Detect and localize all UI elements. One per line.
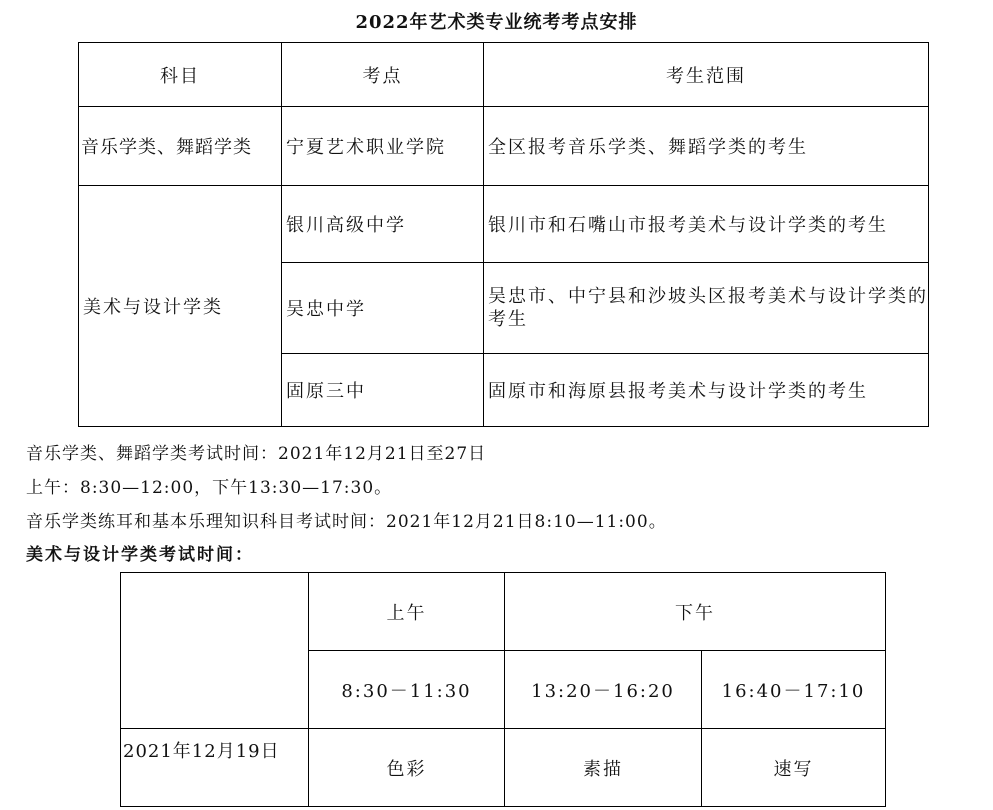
table-row <box>79 186 929 263</box>
afternoon-header: 下午 <box>505 573 886 651</box>
morning-header: 上午 <box>309 573 505 651</box>
table-row <box>79 107 929 186</box>
scope-cell: 吴忠市、中宁县和沙坡头区报考美术与设计学类的考生 <box>484 263 929 354</box>
subject-cell: 美术与设计学类 <box>79 186 282 427</box>
site-cell: 宁夏艺术职业学院 <box>282 107 484 186</box>
music-dance-exam-time: 音乐学类、舞蹈学类考试时间：2021年12月21日至27日 <box>26 444 487 464</box>
exam-subject-cell: 速写 <box>702 729 886 807</box>
header-scope: 考生范围 <box>484 43 929 107</box>
exam-date-cell: 2021年12月19日 <box>121 729 309 807</box>
time-slot-cell: 8:30－11:30 <box>309 651 505 729</box>
blank-corner-cell <box>121 573 309 729</box>
daily-exam-hours: 上午：8:30—12:00，下午13:30—17:30。 <box>26 478 393 498</box>
exam-subject-cell: 素描 <box>505 729 702 807</box>
site-cell: 银川高级中学 <box>282 186 484 263</box>
schedule-header-row <box>121 573 886 651</box>
time-slot-cell: 16:40－17:10 <box>702 651 886 729</box>
exam-subject-row <box>121 729 886 807</box>
time-slot-cell: 13:20－16:20 <box>505 651 702 729</box>
scope-cell: 全区报考音乐学类、舞蹈学类的考生 <box>484 107 929 186</box>
header-site: 考点 <box>282 43 484 107</box>
exam-subject-cell: 色彩 <box>309 729 505 807</box>
venue-table <box>78 42 929 427</box>
ear-training-exam-time: 音乐学类练耳和基本乐理知识科目考试时间：2021年12月21日8:10—11:00。 <box>26 512 667 532</box>
site-cell: 吴忠中学 <box>282 263 484 354</box>
header-subject: 科目 <box>79 43 282 107</box>
page-title: 2022年艺术类专业统考考点安排 <box>355 12 638 33</box>
site-cell: 固原三中 <box>282 354 484 427</box>
art-exam-time-heading: 美术与设计学类考试时间： <box>26 545 254 565</box>
subject-cell: 音乐学类、舞蹈学类 <box>79 107 282 186</box>
scope-cell: 固原市和海原县报考美术与设计学类的考生 <box>484 354 929 427</box>
schedule-table <box>120 572 886 807</box>
venue-header-row <box>79 43 929 107</box>
scope-cell: 银川市和石嘴山市报考美术与设计学类的考生 <box>484 186 929 263</box>
